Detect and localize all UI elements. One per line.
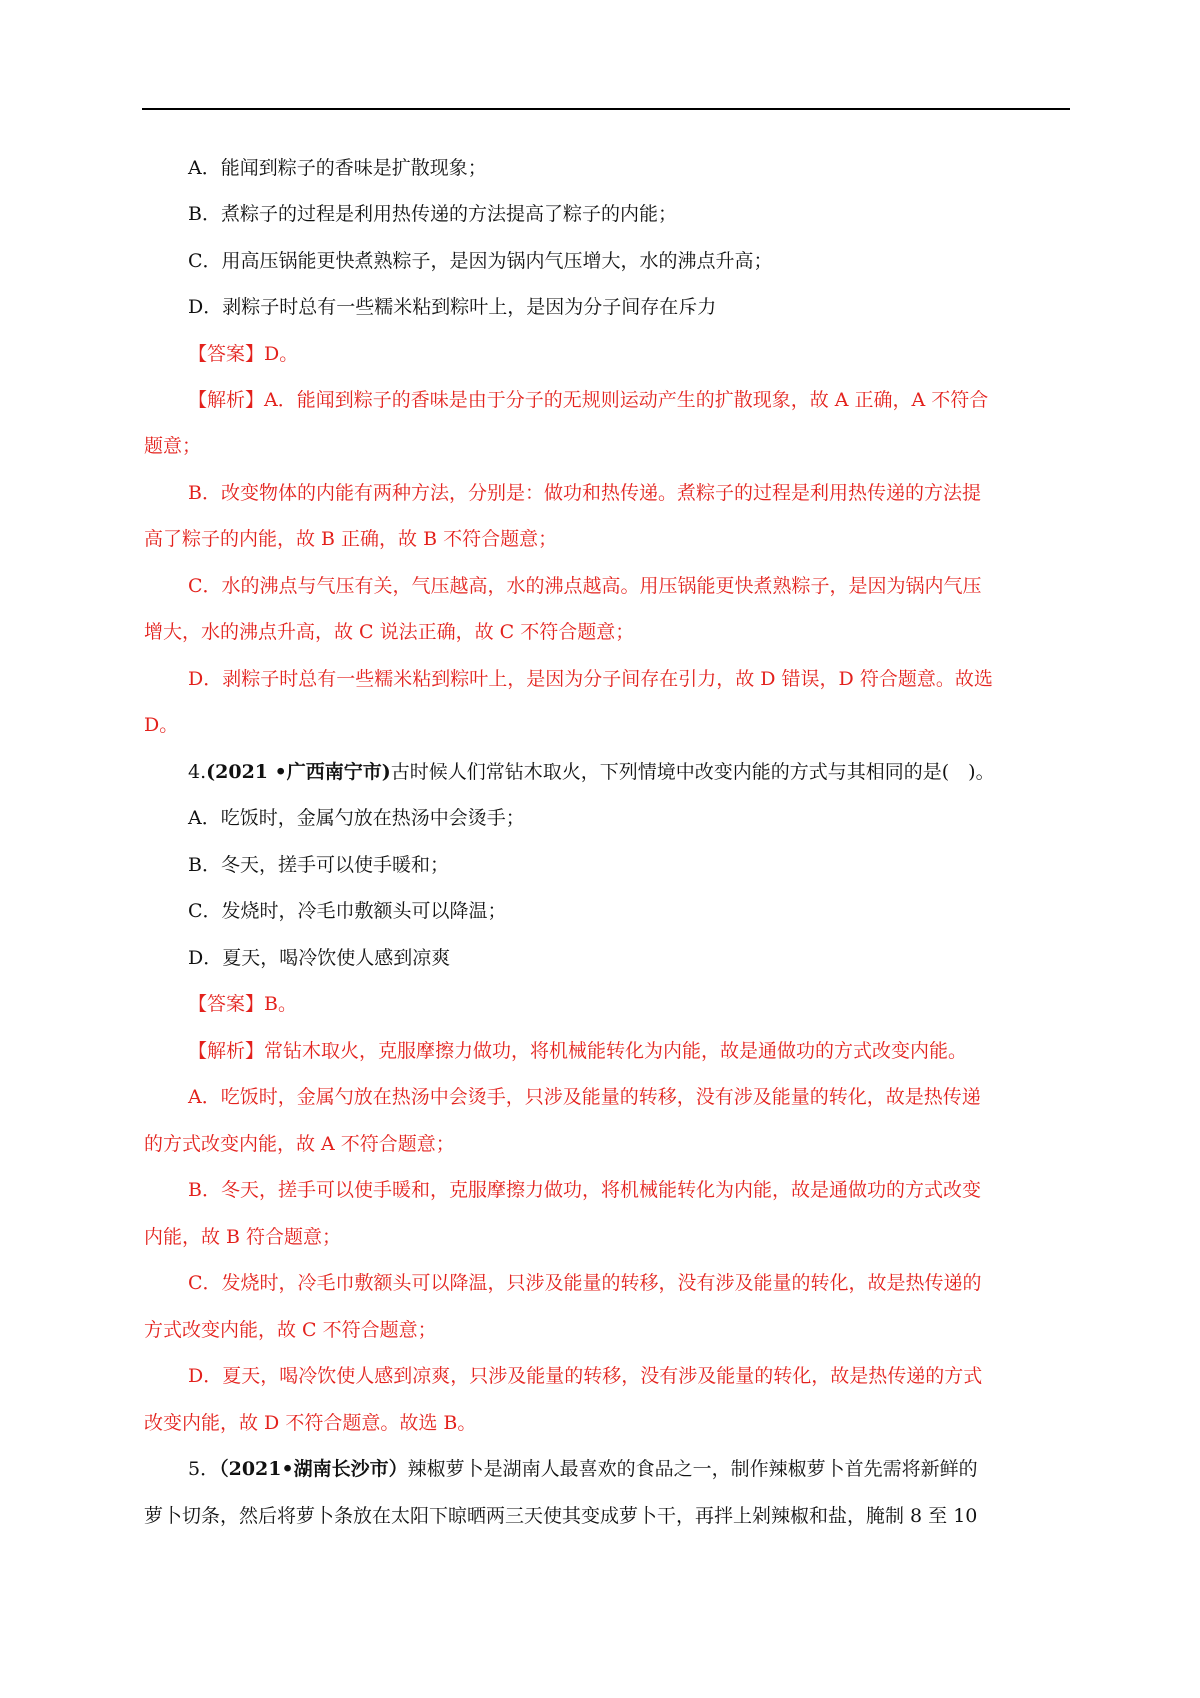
q4-explanation-line: 【解析】常钻木取火，克服摩擦力做功，将机械能转化为内能，故是通做功的方式改变内能。 [188, 1040, 968, 1062]
q5-stem-line: 萝卜切条，然后将萝卜条放在太阳下晾晒两三天使其变成萝卜干，再拌上剁辣椒和盐，腌制 8 至 10 [144, 1505, 978, 1527]
q4-explanation-line: 方式改变内能，故 C 不符合题意； [144, 1319, 437, 1341]
q4-option-a: A．吃饭时，金属勺放在热汤中会烫手； [188, 807, 525, 829]
q3-explanation-line: B．改变物体的内能有两种方法，分别是：做功和热传递。煮粽子的过程是利用热传递的方法提 [188, 482, 981, 504]
q3-option-b: B．煮粽子的过程是利用热传递的方法提高了粽子的内能； [188, 203, 677, 225]
q4-option-d: D．夏天，喝冷饮使人感到凉爽 [188, 947, 451, 969]
q3-explanation-line: 增大，水的沸点升高，故 C 说法正确，故 C 不符合题意； [144, 621, 635, 643]
q5-stem-text: 辣椒萝卜是湖南人最喜欢的食品之一，制作辣椒萝卜首先需将新鲜的 [407, 1458, 978, 1480]
q4-explanation-line: D．夏天，喝冷饮使人感到凉爽，只涉及能量的转移，没有涉及能量的转化，故是热传递的方式 [188, 1365, 983, 1387]
q3-answer: 【答案】D。 [188, 343, 299, 365]
header-rule [142, 108, 1070, 110]
q5-number: 5． [188, 1458, 220, 1480]
q4-explanation-line: 内能，故 B 符合题意； [144, 1226, 342, 1248]
q4-number: 4. [188, 761, 207, 783]
q3-option-d: D．剥粽子时总有一些糯米粘到粽叶上，是因为分子间存在斥力 [188, 296, 717, 318]
q3-explanation-line: 【解析】A．能闻到粽子的香味是由于分子的无规则运动产生的扩散现象，故 A 正确，A 不符合 [188, 389, 989, 411]
q4-stem-text: 古时候人们常钻木取火，下列情境中改变内能的方式与其相同的是( )。 [390, 761, 995, 783]
q5-stem [188, 1455, 978, 1483]
q3-explanation-line: D．剥粽子时总有一些糯米粘到粽叶上，是因为分子间存在引力，故 D 错误，D 符合题意。故选 [188, 668, 993, 690]
q4-explanation-line: 的方式改变内能，故 A 不符合题意； [144, 1133, 455, 1155]
q4-explanation-line: B．冬天，搓手可以使手暖和，克服摩擦力做功，将机械能转化为内能，故是通做功的方式改变 [188, 1179, 981, 1201]
q3-explanation-line: C．水的沸点与气压有关，气压越高，水的沸点越高。用压锅能更快煮熟粽子，是因为锅内气压 [188, 575, 982, 597]
q4-source: (2021 •广西南宁市) [206, 761, 391, 783]
q4-explanation-line: C．发烧时，冷毛巾敷额头可以降温，只涉及能量的转移，没有涉及能量的转化，故是热传递的 [188, 1272, 982, 1294]
q3-option-a: A．能闻到粽子的香味是扩散现象； [188, 157, 487, 179]
q4-explanation-line: 改变内能，故 D 不符合题意。故选 B。 [144, 1412, 477, 1434]
q4-option-b: B．冬天，搓手可以使手暖和； [188, 854, 449, 876]
q4-option-c: C．发烧时，冷毛巾敷额头可以降温； [188, 900, 507, 922]
q3-explanation-line: D。 [144, 714, 179, 736]
q3-option-c: C．用高压锅能更快煮熟粽子，是因为锅内气压增大，水的沸点升高； [188, 250, 773, 272]
q4-explanation-line: A．吃饭时，金属勺放在热汤中会烫手，只涉及能量的转移，没有涉及能量的转化，故是热传递 [188, 1086, 981, 1108]
q5-source: （2021•湖南长沙市） [219, 1458, 408, 1480]
q4-stem [188, 758, 995, 786]
q4-answer: 【答案】B。 [188, 993, 297, 1015]
q3-explanation-line: 高了粽子的内能，故 B 正确，故 B 不符合题意； [144, 528, 558, 550]
q3-explanation-line: 题意； [144, 435, 202, 457]
